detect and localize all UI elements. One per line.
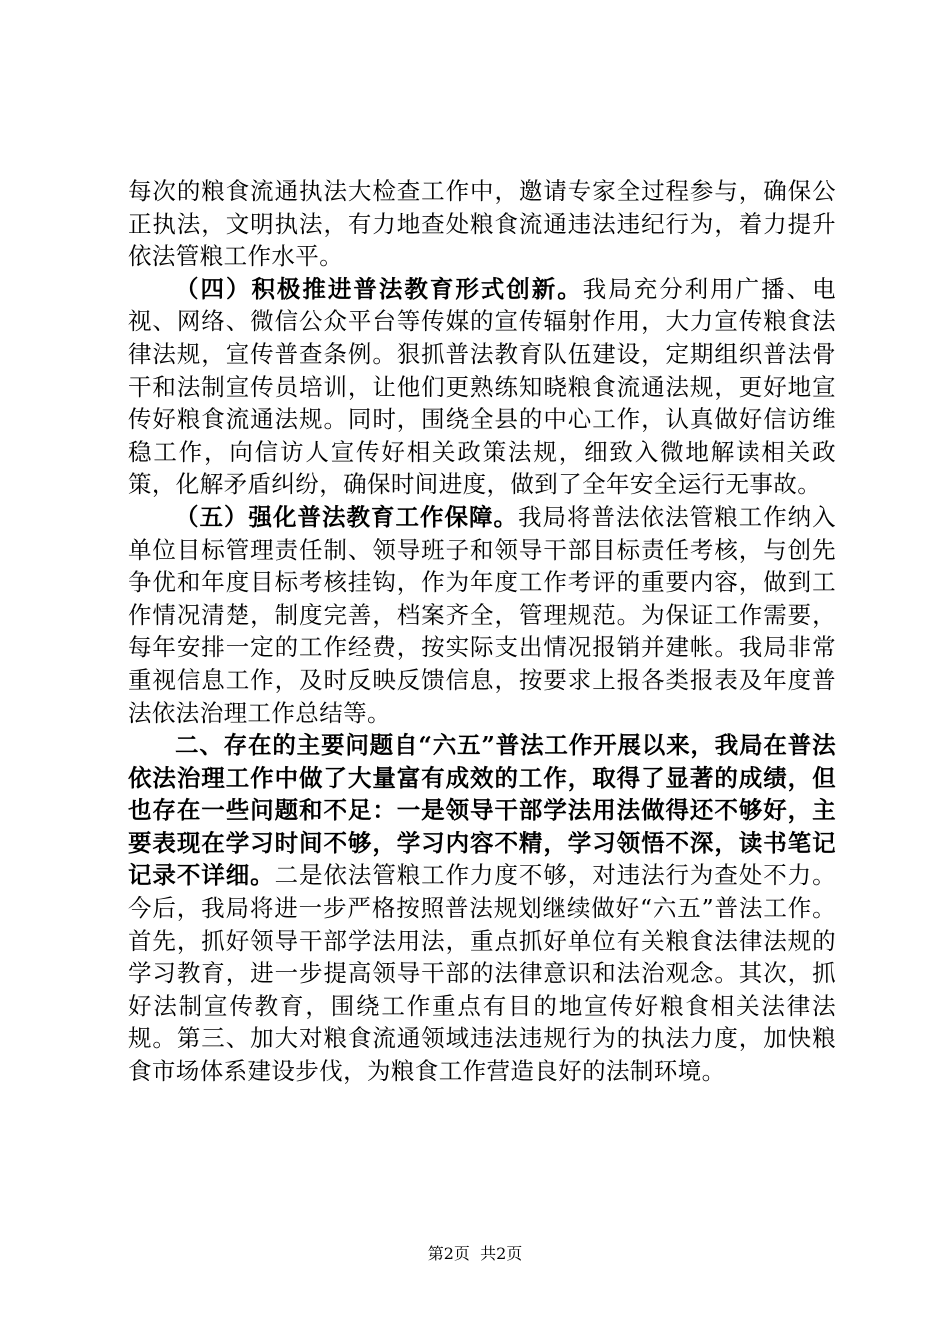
paragraph-text: 每次的粮食流通执法大检查工作中，邀请专家全过程参与，确保公正执法，文明执法，有力地查处粮食流通违法违纪行为，着力提升依法管粮工作水平。 bbox=[128, 177, 836, 271]
document-body bbox=[128, 175, 836, 1088]
paragraph-text: 我局将普法依法管粮工作纳入单位目标管理责任制、领导班子和领导干部目标责任考核，与创先争优和年度目标考核挂钩，作为年度工作考评的重要内容，做到工作情况清楚，制度完善，档案齐全，管理规范。为保证工作需要，每年安排一定的工作经费，按实际支出情况报销并建帐。我局非常重视信息工作，及时反映反馈信息，按要求上报各类报表及年度普法依法治理工作总结等。 bbox=[128, 502, 836, 727]
paragraph-text: 二是依法管粮工作力度不够，对违法行为查处不力。今后，我局将进一步严格按照普法规划继续做好“六五”普法工作。首先，抓好领导干部学法用法，重点抓好单位有关粮食法律法规的学习教育，进一步提高领导干部的法律意识和法治观念。其次，抓好法制宣传教育，围绕工作重点有目的地宣传好粮食相关法律法规。第三、加大对粮食流通领域违法违规行为的执法力度，加快粮食市场体系建设步伐，为粮食工作营造良好的法制环境。 bbox=[128, 861, 836, 1086]
section-heading: 二、存在的主要问题自“六五”普法工作开展以来，我局在普法依法治理工作中做了大量富有成效的工作，取得了显著的成绩，但也存在一些问题和不足：一是领导干部学法用法做得还不够好，主要表现在学习时间不够，学习内容不精，学习领悟不深，读书笔记记录不详细。 bbox=[128, 731, 836, 890]
page-number: 第2页 共2页 bbox=[427, 1244, 523, 1263]
paragraph-section-five bbox=[128, 501, 836, 729]
section-heading: （四）积极推进普法教育形式创新。 bbox=[175, 274, 583, 303]
paragraph-problems bbox=[128, 729, 836, 1088]
page-footer bbox=[0, 1244, 950, 1264]
section-heading: （五）强化普法教育工作保障。 bbox=[175, 502, 519, 531]
paragraph-continuation bbox=[128, 175, 836, 273]
paragraph-text: 我局充分利用广播、电视、网络、微信公众平台等传媒的宣传辐射作用，大力宣传粮食法律法规，宣传普查条例。狠抓普法教育队伍建设，定期组织普法骨干和法制宣传员培训，让他们更熟练知晓粮食流通法规，更好地宣传好粮食流通法规。同时，围绕全县的中心工作，认真做好信访维稳工作，向信访人宣传好相关政策法规，细致入微地解读相关政策，化解矛盾纠纷，确保时间进度，做到了全年安全运行无事故。 bbox=[128, 274, 837, 499]
paragraph-section-four bbox=[128, 273, 836, 501]
